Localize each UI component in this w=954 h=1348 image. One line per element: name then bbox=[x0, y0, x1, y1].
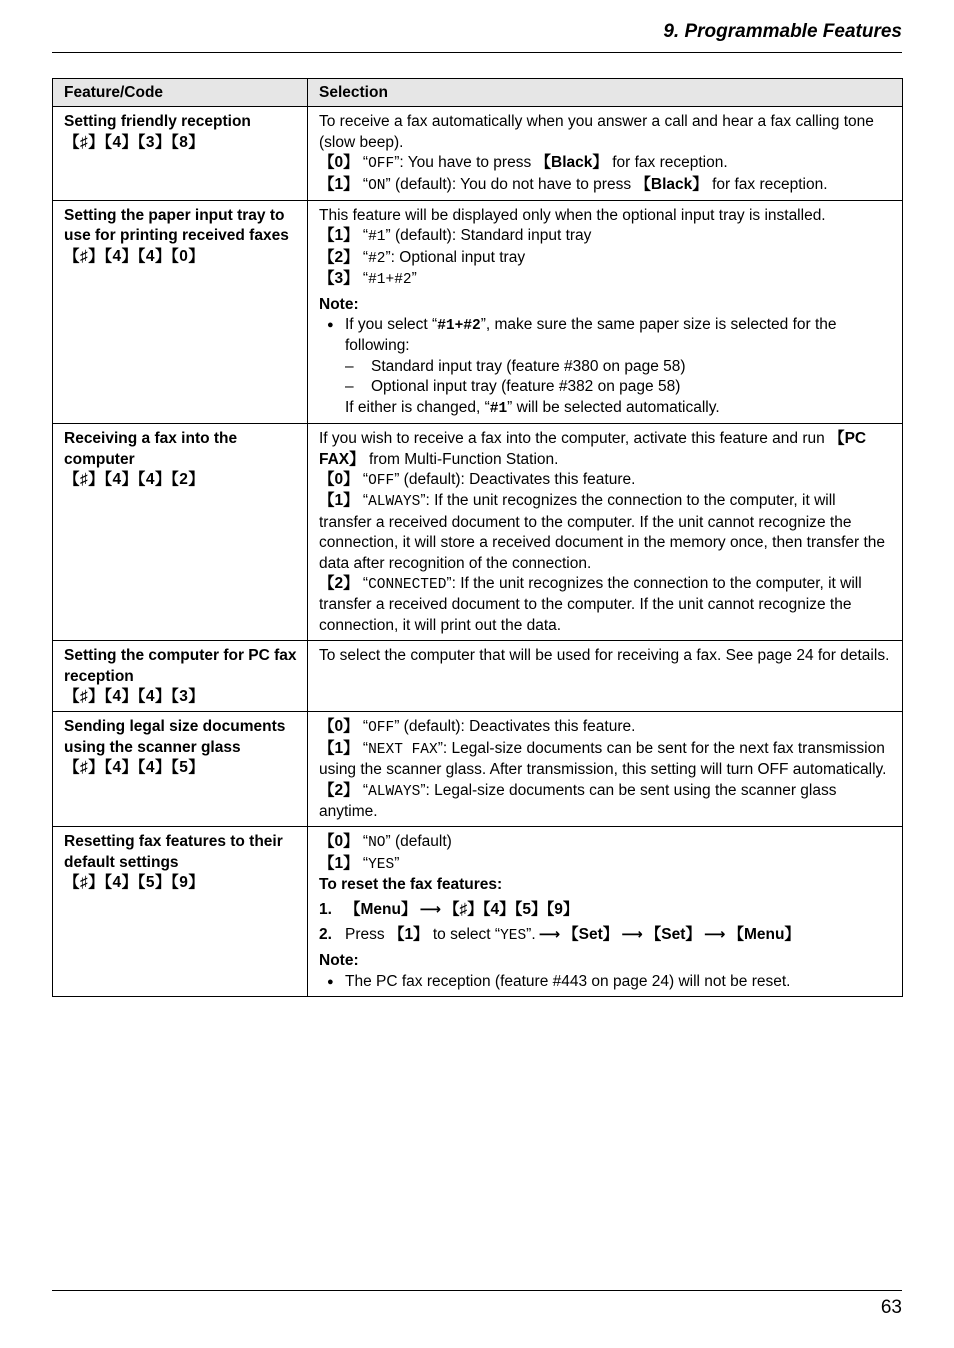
arrow-right-icon: ⟶ bbox=[703, 926, 726, 944]
arrow-right-icon: ⟶ bbox=[538, 926, 561, 944]
selection-cell bbox=[308, 712, 903, 827]
option-line: 【1】 “#1” (default): Standard input tray bbox=[319, 227, 592, 246]
feature-cell bbox=[53, 424, 308, 641]
option-line: 【1】 “NEXT FAX”: Legal-size documents can be sent for the next fax transmission using the scanner glass. After transmission, this setting will turn OFF automatically. bbox=[319, 739, 887, 779]
option-line: 【2】 “CONNECTED”: If the unit recognizes the connection to the computer, it will transfer a received document to the computer. If the unit cannot recognize the connection, it will print out the data. bbox=[319, 574, 862, 634]
step-2: 2. Press 【1】 to select “YES”. ⟶ 【Set】 ⟶ 【Set】 ⟶ 【Menu】 bbox=[319, 926, 800, 945]
option-line: 【1】 “YES” bbox=[319, 854, 400, 873]
selection-intro: To receive a fax automatically when you answer a call and hear a fax calling tone (slow beep). bbox=[319, 113, 874, 151]
feature-name: Sending legal size documents using the scanner glass bbox=[64, 718, 286, 756]
feature-name: Receiving a fax into the computer bbox=[64, 430, 238, 468]
note-dash-item: – Optional input tray (feature #382 on page 58) bbox=[319, 377, 892, 397]
reset-title: To reset the fax features: bbox=[319, 876, 503, 894]
page-header bbox=[52, 18, 902, 53]
table-row bbox=[53, 827, 903, 997]
table-row bbox=[53, 201, 903, 424]
table-header-row bbox=[53, 79, 903, 107]
option-line: 【3】 “#1+#2” bbox=[319, 270, 417, 289]
column-header-selection: Selection bbox=[308, 79, 903, 107]
note-bullet: ● The PC fax reception (feature #443 on page 24) will not be reset. bbox=[319, 972, 892, 992]
note-title: Note: bbox=[319, 952, 359, 970]
table-row bbox=[53, 424, 903, 641]
column-header-feature: Feature/Code bbox=[53, 79, 308, 107]
option-line: 【2】 “#2”: Optional input tray bbox=[319, 248, 526, 267]
selection-cell bbox=[308, 424, 903, 641]
feature-name: Resetting fax features to their default settings bbox=[64, 833, 283, 871]
option-line: 【2】 “ALWAYS”: Legal-size documents can be sent using the scanner glass anytime. bbox=[319, 781, 837, 820]
feature-code: 【♯】【4】【3】【8】 bbox=[64, 133, 205, 151]
feature-cell bbox=[53, 201, 308, 424]
feature-cell bbox=[53, 107, 308, 201]
option-line: 【1】 “ON” (default): You do not have to press 【Black】 for fax reception. bbox=[319, 175, 828, 194]
feature-code: 【♯】【4】【4】【0】 bbox=[64, 247, 205, 265]
option-line: 【1】 “ALWAYS”: If the unit recognizes the connection to the computer, it will transfer a received document to the computer. If the unit cannot recognize the connection, it will store a received document in the memory once, then transfer the data after recognition of the connection. bbox=[319, 492, 886, 572]
option-line: 【0】 “NO” (default) bbox=[319, 833, 452, 852]
table-row bbox=[53, 712, 903, 827]
feature-code: 【♯】【4】【4】【2】 bbox=[64, 470, 205, 488]
note-after: If either is changed, “#1” will be selected automatically. bbox=[345, 398, 720, 417]
selection-cell bbox=[308, 201, 903, 424]
feature-code: 【♯】【4】【4】【5】 bbox=[64, 759, 205, 777]
option-line: 【0】 “OFF” (default): Deactivates this feature. bbox=[319, 718, 636, 737]
table-row bbox=[53, 641, 903, 712]
feature-cell bbox=[53, 641, 308, 712]
step-1: 1. 【Menu】 ⟶ 【♯】【4】【5】【9】 bbox=[319, 900, 579, 918]
note-dash-item: – Standard input tray (feature #380 on page 58) bbox=[319, 357, 892, 377]
selection-intro: This feature will be displayed only when the optional input tray is installed. bbox=[319, 207, 826, 225]
note-bullet: ● If you select “#1+#2”, make sure the same paper size is selected for the following: bbox=[319, 315, 892, 357]
feature-name: Setting the computer for PC fax reception bbox=[64, 647, 297, 685]
feature-name: Setting the paper input tray to use for printing received faxes bbox=[64, 207, 289, 245]
page-number: 63 bbox=[880, 1297, 902, 1318]
feature-cell bbox=[53, 712, 308, 827]
selection-cell bbox=[308, 107, 903, 201]
selection-text: To select the computer that will be used for receiving a fax. See page 24 for details. bbox=[319, 647, 890, 665]
feature-cell bbox=[53, 827, 308, 997]
table-row bbox=[53, 107, 903, 201]
option-line: 【0】 “OFF”: You have to press 【Black】 for fax reception. bbox=[319, 154, 728, 173]
selection-cell bbox=[308, 641, 903, 712]
arrow-right-icon: ⟶ bbox=[621, 926, 643, 944]
selection-intro: If you wish to receive a fax into the computer, activate this feature and run 【PC FAX】 from Multi-Function Station. bbox=[319, 430, 867, 468]
feature-name: Setting friendly reception bbox=[64, 113, 251, 131]
note-title: Note: bbox=[319, 295, 359, 313]
page-footer bbox=[52, 1290, 902, 1321]
feature-code: 【♯】【4】【4】【3】 bbox=[64, 687, 205, 705]
arrow-right-icon: ⟶ bbox=[419, 900, 441, 918]
selection-cell bbox=[308, 827, 903, 997]
features-table bbox=[52, 78, 903, 997]
feature-code: 【♯】【4】【5】【9】 bbox=[64, 874, 205, 892]
option-line: 【0】 “OFF” (default): Deactivates this feature. bbox=[319, 470, 636, 489]
section-title: 9. Programmable Features bbox=[663, 21, 902, 42]
